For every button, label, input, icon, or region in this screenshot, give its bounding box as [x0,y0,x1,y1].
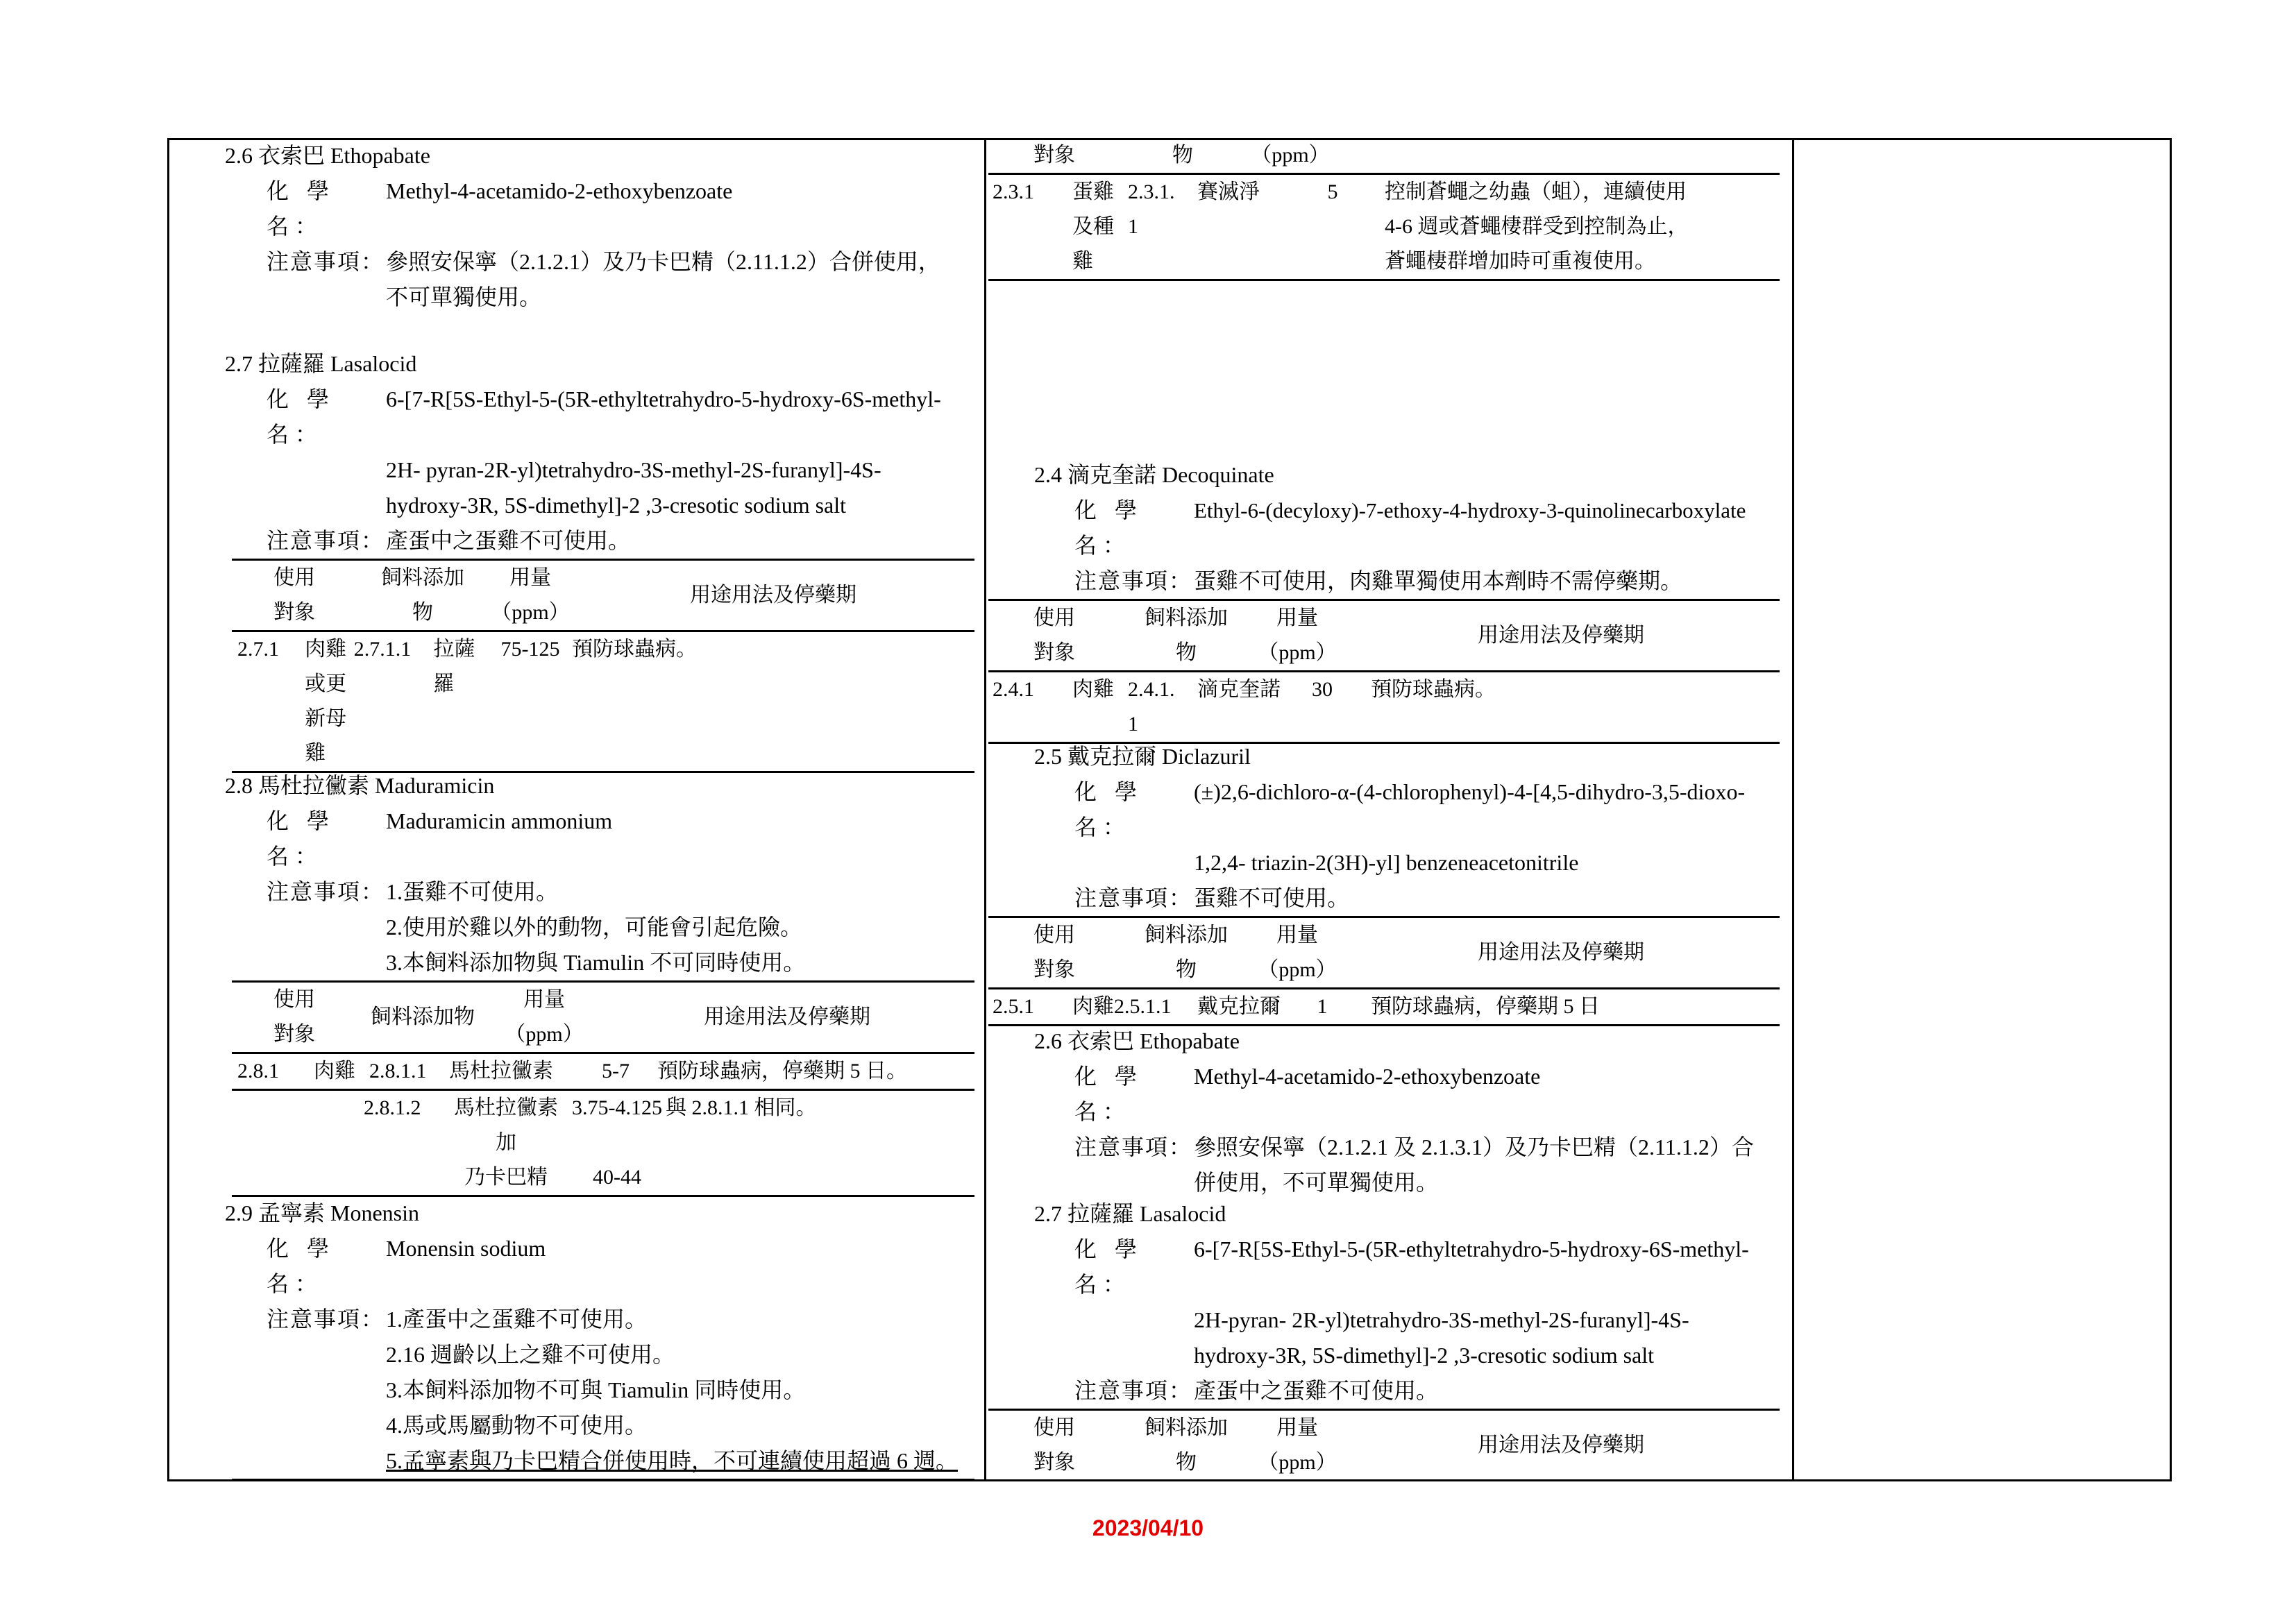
note-value: 產蛋中之蛋雞不可使用。 [1194,1378,1439,1403]
note-value: 3.本飼料添加物不可與 Tiamulin 同時使用。 [386,1377,806,1402]
col-header: （ppm） [505,1023,584,1046]
row-additive: 滴克奎諾 [1197,678,1281,701]
section-2-9 [169,1196,984,1481]
chem-value: Monensin sodium [386,1236,546,1261]
table-row [232,1091,974,1196]
note-value: 蛋雞不可使用，肉雞單獨使用本劑時不需停藥期。 [1194,568,1683,593]
section-title: 2.5 戴克拉爾 Diclazuril [1034,744,1251,769]
row-additive: 馬杜拉黴素 [449,1060,553,1082]
col-header: 用途用法及停藥期 [704,1005,870,1028]
note-value: 2.16 週齡以上之雞不可使用。 [386,1342,675,1367]
table-header-row [232,560,974,631]
note-value: 2.使用於雞以外的動物，可能會引起危險。 [386,915,803,940]
table-header-row [232,1481,974,1482]
footer-date: 2023/04/10 [1092,1515,1204,1540]
row-object: 肉雞 [314,1060,355,1082]
col-header: 用途用法及停藥期 [1478,1434,1644,1456]
chem-value: (±)2,6-dichloro-α-(4-chlorophenyl)-4-[4,5-dihydro-3,5-dioxo- [1194,779,1746,804]
col-header: 物 [1176,641,1197,664]
section-title: 2.8 馬杜拉黴素 Maduramicin [225,773,495,798]
col-header: 用量 [1276,606,1318,629]
row-amount: 3.75-4.125 [572,1096,662,1119]
chem-value-cont: 1,2,4- triazin-2(3H)-yl] benzeneacetonitrile [1194,850,1579,875]
col-header: 對象 [273,601,315,624]
row-object: 蛋雞 [1072,180,1114,203]
note-value: 5.孟寧素與乃卡巴精合併使用時，不可連續使用超過 6 週。 [386,1448,959,1473]
row-id: 2.7.1 [237,638,279,661]
table-header-row [988,917,1780,989]
row-method: 與 2.8.1.1 相同。 [666,1096,817,1119]
row-additive: 賽滅淨 [1197,180,1260,203]
chem-value: 6-[7-R[5S-Ethyl-5-(5R-ethyltetrahydro-5-hydroxy-6S-methyl- [386,386,941,411]
table-header-row [232,982,974,1053]
chem-label: 化 學 名： [1074,779,1144,840]
col-header [489,1481,572,1482]
row-object: 及種 [1072,215,1114,238]
chem-value-cont: 2H- pyran-2R-yl)tetrahydro-3S-methyl-2S-furanyl]-4S- [386,457,881,482]
col-header: 用途用法及停藥期 [690,584,856,606]
table-header-row [988,138,1780,174]
section-2-7 [169,346,984,773]
dosage-table [232,1479,974,1481]
row-sub-id: 2.7.1.1 [353,638,412,661]
col-header: 對象 [1033,1451,1075,1474]
row-additive: 乃卡巴精 [464,1166,548,1189]
note-value: 參照安保寧（2.1.2.1）及乃卡巴精（2.11.1.2）合併使用， [386,249,940,274]
chem-value-cont: hydroxy-3R, 5S-dimethyl]-2 ,3-cresotic sodium salt [1194,1343,1655,1368]
note-value: 4.馬或馬屬動物不可使用。 [386,1413,648,1438]
chem-value: Maduramicin ammonium [386,808,613,833]
column-divider-2 [1792,138,1794,1481]
note-label: 注意事項： [267,528,385,553]
dosage-table [988,599,1780,744]
notes-column [1796,138,2170,1481]
row-amount: 5-7 [602,1060,630,1082]
row-additive: 拉薩羅 [433,638,475,695]
left-column [169,138,984,1481]
col-header: 飼料添加 [1145,924,1228,946]
col-header: 使用 [1033,606,1075,629]
row-sub-id: 2.5.1.1 [1114,995,1172,1018]
row-object: 雞 [305,742,326,765]
row-additive: 加 [496,1131,516,1154]
col-header: 物 [1176,1451,1197,1474]
row-amount: 1 [1317,995,1328,1018]
note-value-cont: 併使用，不可單獨使用。 [1194,1170,1439,1195]
middle-column [988,138,1792,1481]
row-object: 肉雞 [305,638,347,661]
note-label: 注意事項： [1074,1378,1193,1403]
chem-label: 化 學 名： [267,808,336,869]
col-header: （ppm） [1258,641,1337,664]
note-label: 注意事項： [1074,568,1193,593]
section-2-5 [988,739,1792,1026]
table-row [988,1481,1780,1482]
section-2-4 [988,457,1792,744]
section-title: 2.6 衣索巴 Ethopabate [1034,1028,1240,1053]
note-value: 參照安保寧（2.1.2.1 及 2.1.3.1）及乃卡巴精（2.11.1.2）合 [1194,1135,1754,1159]
chem-value: Methyl-4-acetamido-2-ethoxybenzoate [386,178,733,203]
section-title: 2.7 拉薩羅 Lasalocid [1034,1201,1226,1226]
row-object: 新母 [305,707,347,730]
chem-value: 6-[7-R[5S-Ethyl-5-(5R-ethyltetrahydro-5-hydroxy-6S-methyl- [1194,1237,1749,1261]
col-header: 飼料添加物 [371,1005,475,1028]
table-header-row [988,1410,1780,1481]
chem-value: Ethyl-6-(decyloxy)-7-ethoxy-4-hydroxy-3-quinolinecarboxylate [1194,498,1746,522]
row-method: 4-6 週或蒼蠅棲群受到控制為止， [1385,215,1689,238]
row-method: 控制蒼蠅之幼蟲（蛆），連續使用 [1385,180,1687,203]
section-2-6 [169,138,984,315]
col-header: 使用 [1033,1416,1075,1439]
section-2-8 [169,768,984,1197]
col-header: （ppm） [1251,144,1330,167]
dosage-table [988,1409,1780,1481]
chem-label: 化 學 名： [267,386,336,447]
col-header: （ppm） [1258,1451,1337,1474]
table-row [232,1053,974,1091]
col-header: 對象 [1033,144,1075,167]
col-header [357,1481,489,1482]
row-method: 預防球蟲病，停藥期 5 日 [1371,995,1600,1018]
col-header: 用量 [1276,924,1318,946]
col-header: 用途用法及停藥期 [1478,941,1644,964]
section-2-6 [988,1023,1792,1200]
col-header: 用量 [509,566,551,589]
row-method: 預防球蟲病。 [572,638,697,661]
col-header: 飼料添加 [381,566,464,589]
col-header [572,1481,974,1482]
row-sub-id: 2.4.1. [1128,678,1175,701]
chem-label: 化 學 名： [267,178,336,239]
dosage-table [232,559,974,773]
note-label: 注意事項： [267,879,385,904]
note-label: 注意事項： [1074,885,1193,910]
table-2-3-continued [988,138,1792,281]
note-value: 1.蛋雞不可使用。 [386,879,559,904]
note-value: 產蛋中之蛋雞不可使用。 [386,528,631,553]
row-method: 蒼蠅棲群增加時可重複使用。 [1385,250,1655,273]
note-label: 注意事項： [267,1307,385,1332]
row-amount: 5 [1327,180,1338,203]
dosage-table [232,980,974,1197]
row-id: 2.4.1 [993,678,1034,701]
col-header: 對象 [273,1023,315,1046]
note-label: 注意事項： [1074,1135,1193,1159]
row-object: 肉雞 [1072,678,1114,701]
row-id: 2.3.1 [993,180,1034,203]
row-additive: 戴克拉爾 [1197,995,1281,1018]
col-header: 對象 [1033,958,1075,981]
note-label: 注意事項： [267,249,385,274]
row-additive: 馬杜拉黴素 [454,1096,558,1119]
col-header [232,1481,357,1482]
col-header: 對象 [1033,641,1075,664]
row-sub-id: 2.8.1.1 [369,1060,427,1082]
col-header: 用途用法及停藥期 [1478,624,1644,647]
col-header: 物 [1176,958,1197,981]
section-2-7 [988,1196,1792,1481]
row-sub-id: 1 [1128,713,1138,736]
col-header: （ppm） [491,601,570,624]
col-header: 使用 [273,988,315,1011]
table-row [232,631,974,772]
section-title: 2.9 孟寧素 Monensin [225,1200,420,1225]
row-method: 預防球蟲病，停藥期 5 日。 [657,1060,907,1082]
col-header: 用量 [523,988,565,1011]
row-amount: 40-44 [593,1166,641,1189]
row-sub-id: 2.8.1.2 [364,1096,421,1119]
col-header: 物 [1172,144,1193,167]
col-header: 物 [412,601,433,624]
col-header: 用量 [1276,1416,1318,1439]
chem-value: Methyl-4-acetamido-2-ethoxybenzoate [1194,1064,1541,1089]
chem-value-cont: 2H-pyran- 2R-yl)tetrahydro-3S-methyl-2S-furanyl]-4S- [1194,1307,1689,1332]
row-sub-id: 1 [1128,215,1138,238]
section-title: 2.7 拉薩羅 Lasalocid [225,351,417,376]
row-amount: 75-125 [500,638,560,661]
note-value: 1.產蛋中之蛋雞不可使用。 [386,1307,648,1332]
row-object: 雞 [1072,250,1093,273]
dosage-table [988,138,1780,281]
dosage-table [988,916,1780,1026]
chem-label: 化 學 名： [1074,498,1144,558]
col-header: 飼料添加 [1145,1416,1228,1439]
col-header: 使用 [1033,924,1075,946]
chem-label: 化 學 名： [267,1236,336,1296]
col-header: 使用 [273,566,315,589]
chem-label: 化 學 名： [1074,1064,1144,1124]
row-id: 2.5.1 [993,995,1034,1018]
row-id: 2.8.1 [237,1060,279,1082]
col-header: （ppm） [1258,958,1337,981]
table-row [988,989,1780,1026]
row-amount: 30 [1312,678,1333,701]
row-method: 預防球蟲病。 [1371,678,1496,701]
section-title: 2.6 衣索巴 Ethopabate [225,143,430,168]
row-object: 或更 [305,672,347,695]
col-header: 飼料添加 [1145,606,1228,629]
section-title: 2.4 滴克奎諾 Decoquinate [1034,462,1274,487]
row-sub-id: 2.3.1. [1128,180,1175,203]
table-row [988,174,1780,280]
chem-value-cont: hydroxy-3R, 5S-dimethyl]-2 ,3-cresotic sodium salt [386,493,847,518]
table-header-row [988,600,1780,672]
note-value-cont: 不可單獨使用。 [386,284,542,309]
note-value: 3.本飼料添加物與 Tiamulin 不可同時使用。 [386,950,806,975]
chem-label: 化 學 名： [1074,1237,1144,1297]
table-row [988,672,1780,743]
note-value: 蛋雞不可使用。 [1194,885,1350,910]
column-divider-1 [984,138,986,1481]
row-object: 肉雞 [1072,995,1114,1018]
